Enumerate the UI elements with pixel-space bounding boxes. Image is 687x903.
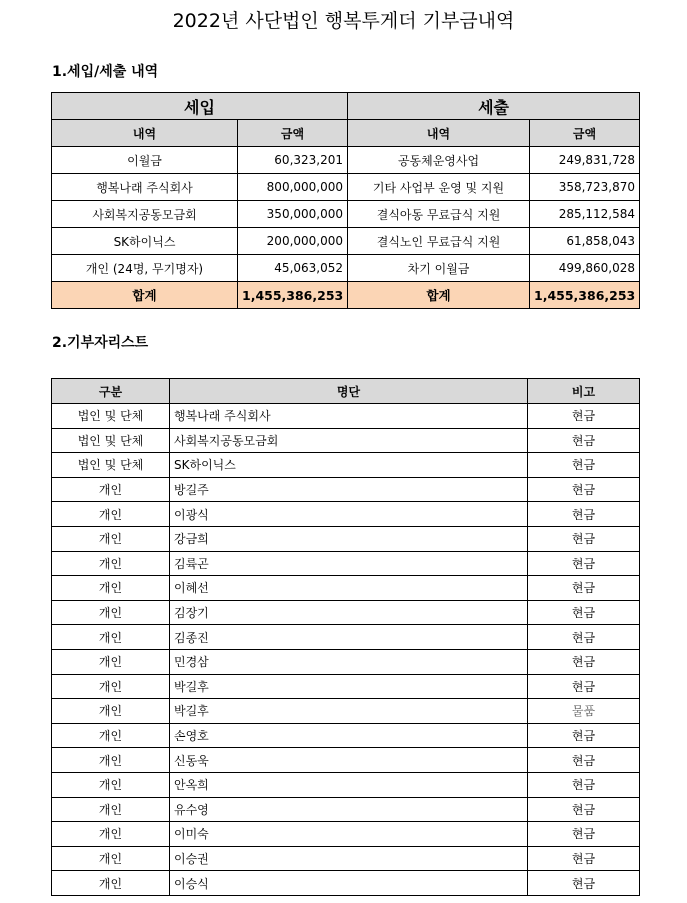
table-row <box>52 797 640 822</box>
donor-name-cell: 이광식 <box>170 502 528 527</box>
table-row <box>52 772 640 797</box>
donor-note-cell: 현금 <box>528 453 640 478</box>
name-header: 명단 <box>170 379 528 404</box>
income-total-amount: 1,455,386,253 <box>238 282 348 309</box>
income-amount-header: 금액 <box>238 120 348 147</box>
expense-total-amount: 1,455,386,253 <box>530 282 640 309</box>
donor-name-cell: 김종진 <box>170 625 528 650</box>
donor-type-cell: 개인 <box>52 699 170 724</box>
donor-name-cell: 김륙곤 <box>170 551 528 576</box>
donor-type-cell: 법인 및 단체 <box>52 453 170 478</box>
table-row <box>52 502 640 527</box>
donor-type-cell: 개인 <box>52 674 170 699</box>
table-row <box>52 674 640 699</box>
donor-type-cell: 개인 <box>52 797 170 822</box>
donor-note-cell: 현금 <box>528 822 640 847</box>
table-row <box>52 625 640 650</box>
donor-note-cell: 물품 <box>528 699 640 724</box>
expense-total-label: 합계 <box>348 282 530 309</box>
donor-note-cell: 현금 <box>528 797 640 822</box>
donor-type-cell: 개인 <box>52 502 170 527</box>
table-row <box>52 174 640 201</box>
expense-amount-header: 금액 <box>530 120 640 147</box>
donor-name-cell: 이승식 <box>170 871 528 896</box>
donor-note-cell: 현금 <box>528 428 640 453</box>
donor-name-cell: 박길후 <box>170 699 528 724</box>
expense-amount-cell: 499,860,028 <box>530 255 640 282</box>
table-row <box>52 723 640 748</box>
donor-note-cell: 현금 <box>528 625 640 650</box>
donor-type-cell: 개인 <box>52 846 170 871</box>
page-title: 2022년 사단법인 행복투게더 기부금내역 <box>172 10 515 32</box>
donor-list-table <box>51 378 640 896</box>
section1-heading: 1.세입/세출 내역 <box>52 64 159 80</box>
expense-desc-cell: 기타 사업부 운영 및 지원 <box>348 174 530 201</box>
table-row <box>52 255 640 282</box>
donor-name-cell: 유수영 <box>170 797 528 822</box>
donor-note-cell: 현금 <box>528 871 640 896</box>
donor-note-cell: 현금 <box>528 600 640 625</box>
donor-note-cell: 현금 <box>528 674 640 699</box>
table-row <box>52 846 640 871</box>
donor-type-cell: 개인 <box>52 871 170 896</box>
expense-amount-cell: 249,831,728 <box>530 147 640 174</box>
income-total-label: 합계 <box>52 282 238 309</box>
table-row <box>52 428 640 453</box>
table-row <box>52 201 640 228</box>
donor-type-cell: 법인 및 단체 <box>52 428 170 453</box>
donor-note-cell: 현금 <box>528 477 640 502</box>
income-desc-header: 내역 <box>52 120 238 147</box>
expense-desc-cell: 결식아동 무료급식 지원 <box>348 201 530 228</box>
table-row <box>52 649 640 674</box>
section2-heading: 2.기부자리스트 <box>52 335 149 351</box>
income-desc-cell: SK하이닉스 <box>52 228 238 255</box>
donor-type-cell: 개인 <box>52 625 170 650</box>
donor-type-cell: 개인 <box>52 772 170 797</box>
income-amount-cell: 200,000,000 <box>238 228 348 255</box>
expense-desc-cell: 차기 이월금 <box>348 255 530 282</box>
donor-note-cell: 현금 <box>528 649 640 674</box>
income-expense-table <box>51 92 640 309</box>
donor-note-cell: 현금 <box>528 404 640 429</box>
donor-note-cell: 현금 <box>528 748 640 773</box>
donor-type-cell: 법인 및 단체 <box>52 404 170 429</box>
donor-name-cell: 신동욱 <box>170 748 528 773</box>
income-header: 세입 <box>52 93 348 120</box>
income-desc-cell: 개인 (24명, 무기명자) <box>52 255 238 282</box>
income-desc-cell: 이월금 <box>52 147 238 174</box>
table-row <box>52 551 640 576</box>
donor-name-cell: 방길주 <box>170 477 528 502</box>
table-row <box>52 748 640 773</box>
expense-desc-header: 내역 <box>348 120 530 147</box>
income-desc-cell: 사회복지공동모금회 <box>52 201 238 228</box>
donor-type-cell: 개인 <box>52 723 170 748</box>
type-header: 구분 <box>52 379 170 404</box>
donor-type-cell: 개인 <box>52 600 170 625</box>
donor-name-cell: 박길후 <box>170 674 528 699</box>
donor-type-cell: 개인 <box>52 649 170 674</box>
expense-amount-cell: 61,858,043 <box>530 228 640 255</box>
table-row <box>52 404 640 429</box>
income-amount-cell: 45,063,052 <box>238 255 348 282</box>
donor-type-cell: 개인 <box>52 477 170 502</box>
donor-note-cell: 현금 <box>528 502 640 527</box>
income-amount-cell: 350,000,000 <box>238 201 348 228</box>
table-row <box>52 822 640 847</box>
donor-name-cell: 이승권 <box>170 846 528 871</box>
table-row <box>52 228 640 255</box>
table-row <box>52 526 640 551</box>
donor-name-cell: 강금희 <box>170 526 528 551</box>
table-row <box>52 576 640 601</box>
note-header: 비고 <box>528 379 640 404</box>
table-row <box>52 453 640 478</box>
donor-note-cell: 현금 <box>528 526 640 551</box>
expense-desc-cell: 공동체운영사업 <box>348 147 530 174</box>
table-row <box>52 871 640 896</box>
donor-type-cell: 개인 <box>52 526 170 551</box>
donor-name-cell: 안옥희 <box>170 772 528 797</box>
donor-name-cell: 이미숙 <box>170 822 528 847</box>
table-row <box>52 147 640 174</box>
donor-note-cell: 현금 <box>528 576 640 601</box>
donor-type-cell: 개인 <box>52 551 170 576</box>
donor-note-cell: 현금 <box>528 551 640 576</box>
expense-desc-cell: 결식노인 무료급식 지원 <box>348 228 530 255</box>
table-row <box>52 699 640 724</box>
donor-note-cell: 현금 <box>528 846 640 871</box>
donor-name-cell: SK하이닉스 <box>170 453 528 478</box>
donor-name-cell: 행복나래 주식회사 <box>170 404 528 429</box>
donor-type-cell: 개인 <box>52 748 170 773</box>
donor-name-cell: 이혜선 <box>170 576 528 601</box>
donor-name-cell: 손영호 <box>170 723 528 748</box>
donor-type-cell: 개인 <box>52 822 170 847</box>
income-amount-cell: 800,000,000 <box>238 174 348 201</box>
expense-amount-cell: 358,723,870 <box>530 174 640 201</box>
table-row <box>52 477 640 502</box>
expense-amount-cell: 285,112,584 <box>530 201 640 228</box>
donor-note-cell: 현금 <box>528 772 640 797</box>
income-amount-cell: 60,323,201 <box>238 147 348 174</box>
total-row <box>52 282 640 309</box>
expense-header: 세출 <box>348 93 640 120</box>
income-desc-cell: 행복나래 주식회사 <box>52 174 238 201</box>
donor-name-cell: 사회복지공동모금회 <box>170 428 528 453</box>
donor-name-cell: 김장기 <box>170 600 528 625</box>
table-row <box>52 600 640 625</box>
donor-type-cell: 개인 <box>52 576 170 601</box>
donor-note-cell: 현금 <box>528 723 640 748</box>
donor-name-cell: 민경삼 <box>170 649 528 674</box>
